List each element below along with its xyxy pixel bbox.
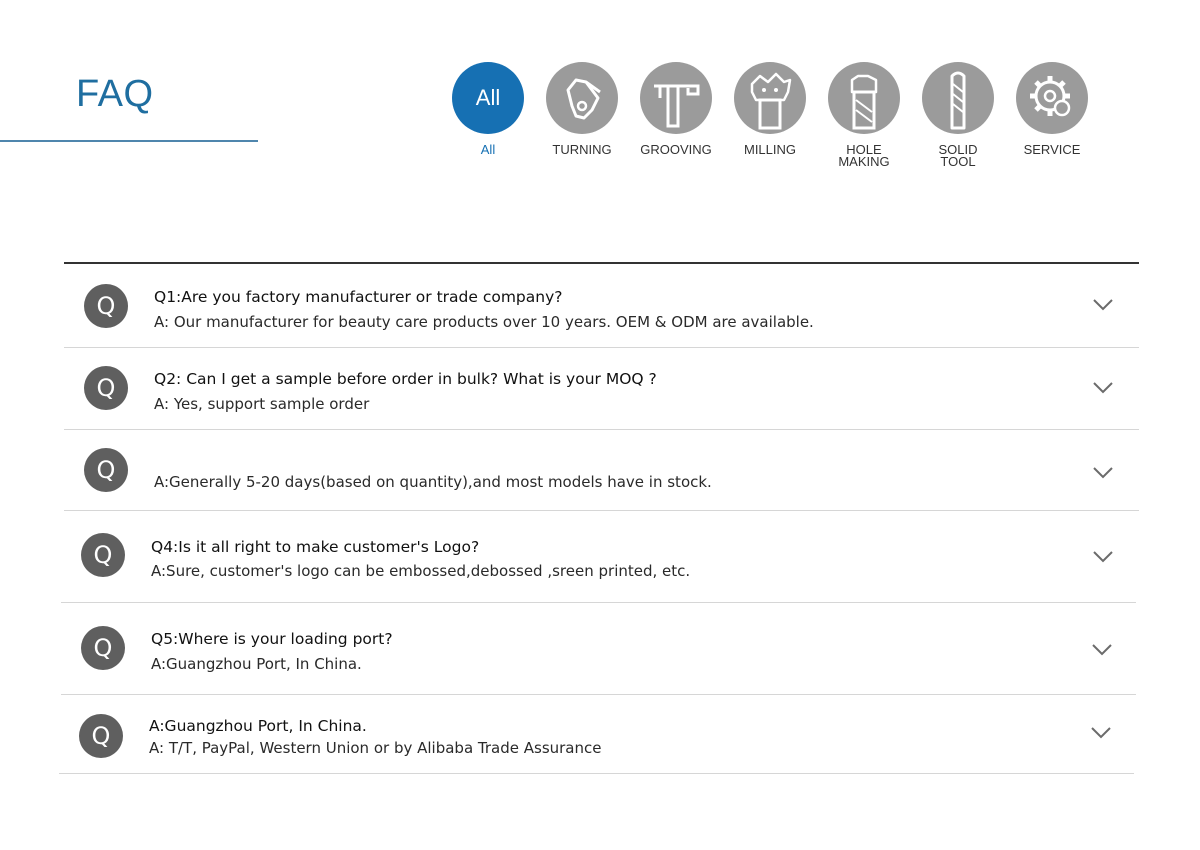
faq-answer: A: T/T, PayPal, Western Union or by Alibaba Trade Assurance [149, 739, 602, 757]
category-service[interactable] [1007, 62, 1097, 156]
category-milling[interactable] [725, 62, 815, 156]
chevron-down-icon[interactable] [1092, 550, 1114, 564]
category-label: SOLID TOOL [938, 142, 978, 169]
faq-answer: A: Our manufacturer for beauty care products over 10 years. OEM & ODM are available. [154, 313, 814, 331]
category-grooving[interactable] [631, 62, 721, 156]
question-badge: Q [81, 626, 125, 670]
question-badge: Q [81, 533, 125, 577]
category-all-circle [452, 62, 524, 134]
category-all[interactable] [443, 62, 533, 156]
category-turning[interactable] [537, 62, 627, 156]
chevron-down-icon[interactable] [1092, 466, 1114, 480]
category-all-circle-text: All [475, 85, 501, 110]
category-label: GROOVING [640, 142, 712, 157]
chevron-down-icon[interactable] [1092, 381, 1114, 395]
faq-question: Q1:Are you factory manufacturer or trade company? [154, 288, 563, 306]
milling-cutter-icon [734, 62, 806, 134]
faq-answer: A:Sure, customer's logo can be embossed,debossed ,sreen printed, etc. [151, 562, 691, 580]
faq-item-4[interactable] [61, 511, 1136, 603]
faq-question: Q5:Where is your loading port? [151, 630, 393, 648]
chevron-down-icon[interactable] [1092, 298, 1114, 312]
category-label: SERVICE [1023, 142, 1081, 157]
category-label: MILLING [743, 142, 796, 157]
faq-answer: A:Generally 5-20 days(based on quantity),and most models have in stock. [154, 473, 712, 491]
faq-item-1[interactable] [64, 264, 1139, 348]
page-title: FAQ [76, 73, 154, 115]
faq-question: Q4:Is it all right to make customer's Logo? [151, 538, 480, 556]
category-hole-making[interactable] [819, 62, 909, 168]
grooving-tool-icon [640, 62, 712, 134]
question-badge: Q [84, 366, 128, 410]
end-mill-icon [922, 62, 994, 134]
drill-icon [828, 62, 900, 134]
question-badge: Q [79, 714, 123, 758]
faq-item-3[interactable] [64, 430, 1139, 511]
gear-icon [1016, 62, 1088, 134]
category-label: All [480, 142, 496, 157]
chevron-down-icon[interactable] [1090, 726, 1112, 740]
question-badge: Q [84, 284, 128, 328]
faq-answer: A: Yes, support sample order [154, 395, 370, 413]
faq-item-2[interactable] [64, 348, 1139, 430]
faq-item-5[interactable] [61, 603, 1136, 695]
category-label: HOLE MAKING [838, 142, 890, 169]
faq-question: Q2: Can I get a sample before order in bulk? What is your MOQ ? [154, 370, 657, 388]
faq-question: A:Guangzhou Port, In China. [149, 717, 367, 735]
question-badge: Q [84, 448, 128, 492]
category-label: TURNING [552, 142, 612, 157]
turning-insert-icon [546, 62, 618, 134]
category-solid-tool[interactable] [913, 62, 1003, 168]
faq-answer: A:Guangzhou Port, In China. [151, 655, 362, 673]
title-underline [0, 140, 258, 142]
chevron-down-icon[interactable] [1091, 643, 1113, 657]
faq-item-6[interactable] [59, 695, 1134, 774]
